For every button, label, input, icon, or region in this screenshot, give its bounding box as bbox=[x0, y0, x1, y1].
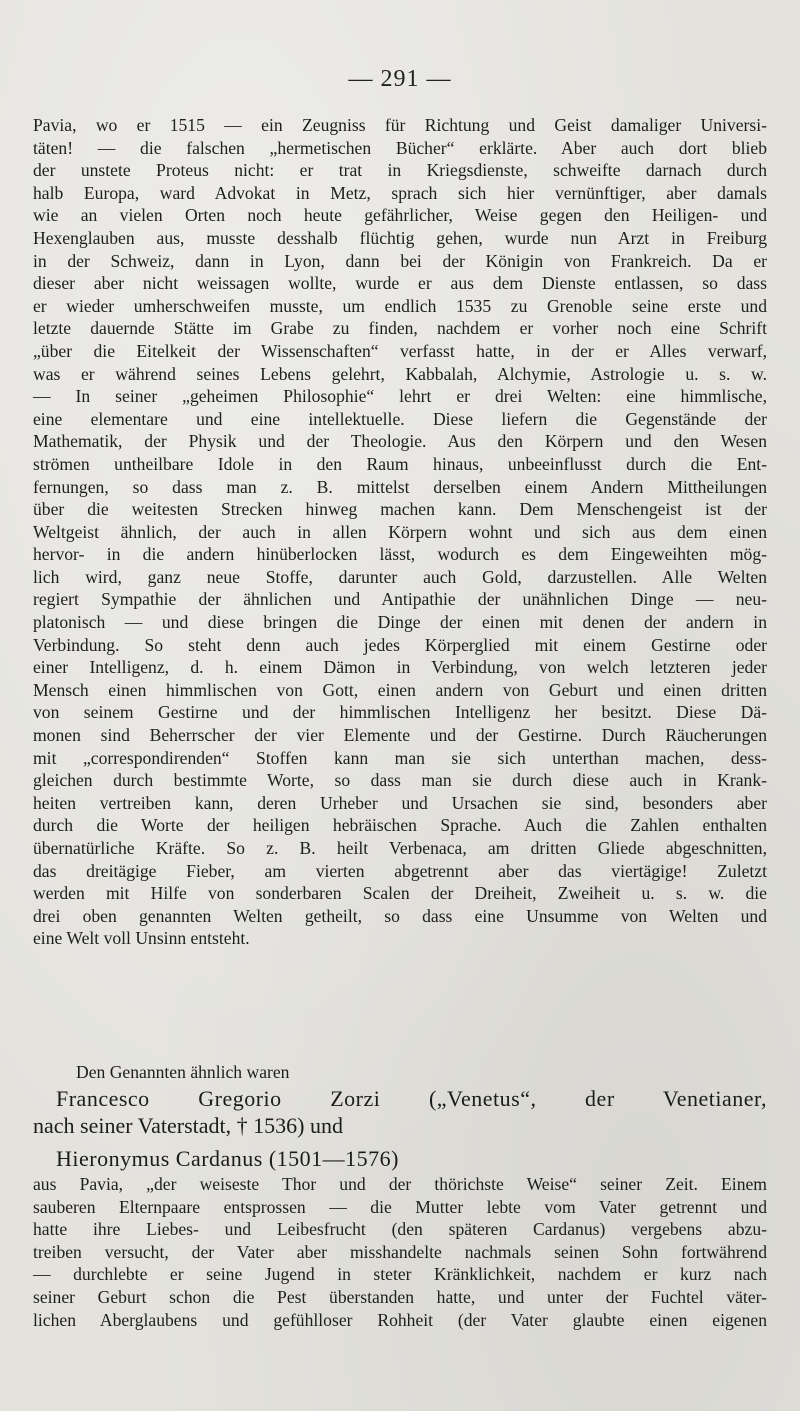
text-line: Mathematik, der Physik und der Theologie. Aus den Körpern und den Wesen bbox=[33, 431, 767, 452]
text-line: halb Europa, ward Advokat in Metz, sprach sich hier vernünftiger, aber damals bbox=[33, 182, 767, 203]
text-line: letzte dauernde Stätte im Grabe zu finden, nachdem er vorher noch eine Schrift bbox=[33, 318, 767, 339]
text-line: hervor- in die andern hinüberlocken lässt, wodurch es dem Eingeweihten mög- bbox=[33, 544, 767, 565]
text-line: der unstete Proteus nicht: er trat in Kriegsdienste, schweifte darnach durch bbox=[33, 160, 767, 181]
paragraph-agrippa bbox=[33, 114, 767, 950]
text-line: Pavia, wo er 1515 — ein Zeugniss für Richtung und Geist damaliger Universi- bbox=[33, 115, 767, 135]
text-line: er wieder umherschweifen musste, um endlich 1535 zu Grenoble seine erste und bbox=[33, 295, 767, 316]
text-line: sauberen Elternpaare entsprossen — die Mutter lebte vom Vater getrennt und bbox=[33, 1196, 767, 1217]
heading-zorzi bbox=[33, 1085, 767, 1139]
heading-line: Francesco Gregorio Zorzi („Venetus“, der Venetianer, bbox=[56, 1086, 767, 1111]
text-line: Weltgeist ähnlich, der auch in allen Körpern wohnt und sich aus dem einen bbox=[33, 521, 767, 542]
text-line: wie an vielen Orten noch heute gefährlicher, Weise gegen den Heiligen- und bbox=[33, 205, 767, 226]
heading-line: nach seiner Vaterstadt, † 1536) und bbox=[33, 1113, 343, 1138]
text-line: — In seiner „geheimen Philosophie“ lehrt er drei Welten: eine himmlische, bbox=[33, 386, 767, 407]
text-line: strömen untheilbare Idole in den Raum hinaus, unbeeinflusst durch die Ent- bbox=[33, 453, 767, 474]
text-line: eine elementare und eine intellektuelle. Diese liefern die Gegenstände der bbox=[33, 408, 767, 429]
text-line: Den Genannten ähnlich waren bbox=[76, 1062, 290, 1082]
text-line: aus Pavia, „der weiseste Thor und der thörichste Weise“ seiner Zeit. Einem bbox=[33, 1174, 767, 1194]
text-line: was er während seines Lebens gelehrt, Kabbalah, Alchymie, Astrologie u. s. w. bbox=[33, 363, 767, 384]
text-line: das dreitägige Fieber, am vierten abgetrennt aber das viertägige! Zuletzt bbox=[33, 860, 767, 881]
text-line: heiten vertreiben kann, deren Urheber und Ursachen sie sind, besonders aber bbox=[33, 792, 767, 813]
text-line: gleichen durch bestimmte Worte, so dass man sie durch diese auch in Krank- bbox=[33, 770, 767, 791]
text-line: übernatürliche Kräfte. So z. B. heilt Verbenaca, am dritten Gliede abgeschnitten, bbox=[33, 838, 767, 858]
text-line: — durchlebte er seine Jugend in steter Kränklichkeit, nachdem er kurz nach bbox=[33, 1264, 767, 1285]
text-line: lich wird, ganz neue Stoffe, darunter auch Gold, darzustellen. Alle Welten bbox=[33, 566, 767, 587]
text-line: treiben versucht, der Vater aber misshandelte nachmals seinen Sohn fortwährend bbox=[33, 1241, 767, 1262]
text-line: „über die Eitelkeit der Wissenschaften“ verfasst hatte, in der er Alles verwarf, bbox=[33, 340, 767, 361]
text-line: täten! — die falschen „hermetischen Bücher“ erklärte. Aber auch dort blieb bbox=[33, 137, 767, 158]
text-line: werden mit Hilfe von sonderbaren Scalen der Dreiheit, Zweiheit u. s. w. die bbox=[33, 883, 767, 904]
text-line: fernungen, so dass man z. B. mittelst derselben einem Andern Mittheilungen bbox=[33, 476, 767, 497]
heading-line: Hieronymus Cardanus (1501—1576) bbox=[56, 1146, 400, 1171]
text-line: in der Schweiz, dann in Lyon, dann bei der Königin von Frankreich. Da er bbox=[33, 250, 767, 271]
text-line: einer Intelligenz, d. h. einem Dämon in Verbindung, von welch letzteren jeder bbox=[33, 657, 767, 678]
text-line: Verbindung. So steht denn auch jedes Körperglied mit einem Gestirne oder bbox=[33, 634, 767, 655]
text-line: dieser aber nicht weissagen wollte, wurde er aus dem Dienste entlassen, so dass bbox=[33, 273, 767, 294]
text-line: drei oben genannten Welten getheilt, so dass eine Unsumme von Welten und bbox=[33, 905, 767, 926]
text-line: regiert Sympathie der ähnlichen und Antipathie der unähnlichen Dinge — neu- bbox=[33, 589, 767, 610]
text-line: seiner Geburt schon die Pest überstanden hatte, und unter der Fuchtel väter- bbox=[33, 1286, 767, 1307]
heading-cardanus bbox=[33, 1145, 767, 1172]
text-line: platonisch — und diese bringen die Dinge der einen mit denen der andern in bbox=[33, 612, 767, 633]
text-line: über die weitesten Strecken hinweg machen kann. Dem Menschengeist ist der bbox=[33, 499, 767, 520]
text-line: Mensch einen himmlischen von Gott, einen andern von Geburt und einen dritten bbox=[33, 679, 767, 700]
paragraph-transition bbox=[33, 1061, 767, 1084]
text-line: Hexenglauben aus, musste desshalb flüchtig gehen, wurde nun Arzt in Freiburg bbox=[33, 227, 767, 248]
text-line: eine Welt voll Unsinn entsteht. bbox=[33, 928, 250, 949]
text-line: von seinem Gestirne und der himmlischen Intelligenz her besitzt. Diese Dä- bbox=[33, 702, 767, 723]
text-line: durch die Worte der heiligen hebräischen Sprache. Auch die Zahlen enthalten bbox=[33, 815, 767, 836]
paragraph-cardanus bbox=[33, 1173, 767, 1331]
page-number: — 291 — bbox=[348, 66, 452, 92]
text-line: hatte ihre Liebes- und Leibesfrucht (den späteren Cardanus) vergebens abzu- bbox=[33, 1219, 767, 1240]
text-line: mit „correspondirenden“ Stoffen kann man sie sich unterthan machen, dess- bbox=[33, 747, 767, 768]
text-line: lichen Aberglaubens und gefühlloser Rohheit (der Vater glaubte einen eigenen bbox=[33, 1309, 767, 1330]
text-line: monen sind Beherrscher der vier Elemente und der Gestirne. Durch Räucherungen bbox=[33, 725, 767, 746]
